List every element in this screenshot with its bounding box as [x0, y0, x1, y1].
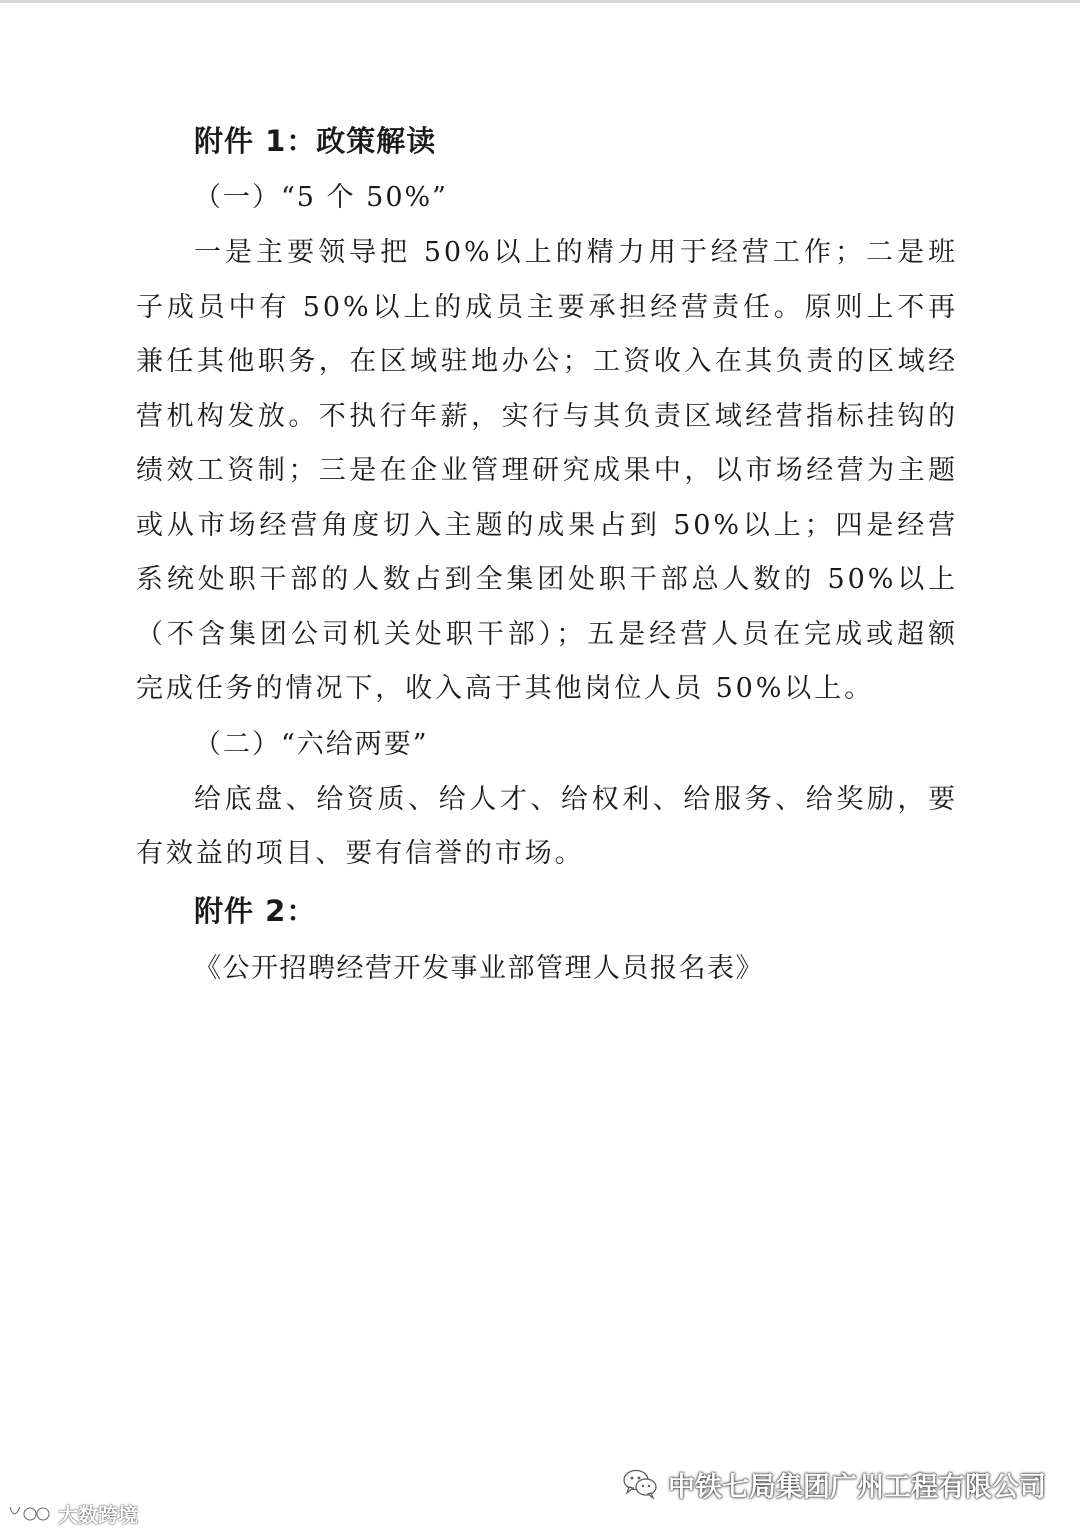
watermark-right-text: 中铁七局集团广州工程有限公司: [668, 1471, 1046, 1503]
document-page: [136, 112, 958, 998]
section1-heading: （一）“5 个 50%”: [194, 182, 448, 213]
top-divider: [0, 0, 1080, 3]
attachment2-form-title: 《公开招聘经营开发事业部管理人员报名表》: [194, 952, 764, 984]
watermark-left: [6, 1498, 138, 1528]
attachment1-heading: 附件 1：政策解读: [194, 124, 437, 158]
watermark-right: [622, 1462, 1046, 1506]
watermark-left-text: 大数跨境: [58, 1502, 138, 1527]
section2-heading: （二）“六给两要”: [194, 728, 429, 760]
attachment2-heading: 附件 2：: [194, 893, 317, 928]
wechat-icon: [622, 1468, 658, 1500]
section1-paragraph: 一是主要领导把 50%以上的精力用于经营工作；二是班子成员中有 50%以上的成员主要承担经营责任。原则上不再兼任其他职务，在区域驻地办公；工资收入在其负责的区域经营机构发放。不执行年薪，实行与其负责区域经营指标挂钩的绩效工资制；三是在企业管理研究成果中，以市场经营为主题或从市场经营角度切入主题的成果占到 50%以上；四是经营系统处职干部的人数占到全集团处职干部总人数的 50%以上（不含集团公司机关处职干部）；五是经营人员在完成或超额完成任务的情况下，收入高于其他岗位人员 50%以上。: [136, 237, 958, 704]
section2-paragraph: 给底盘、给资质、给人才、给权利、给服务、给奖励，要有效益的项目、要有信誉的市场。: [136, 783, 958, 869]
eye-logo-icon: [6, 1501, 52, 1525]
